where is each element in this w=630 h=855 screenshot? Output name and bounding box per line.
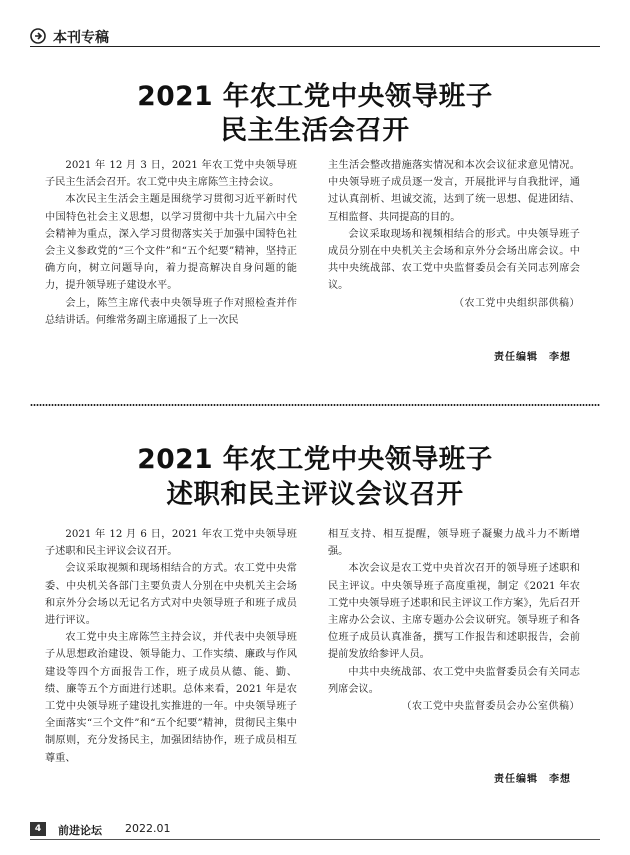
article2-title-line1: 2021 年农工党中央领导班子 — [137, 444, 493, 475]
article1-paragraph: 会上，陈竺主席代表中央领导班子作对照检查并作总结讲话。何维常务副主席通报了上一次民 — [45, 297, 297, 326]
page-footer — [30, 819, 600, 839]
article1-paragraph: 会议采取现场和视频相结合的形式。中央领导班子成员分别在中央机关主会场和京外分会场出席会议。中共中央统战部、农工党中央监督委员会有关同志列席会议。 — [328, 228, 580, 292]
article2-editor: 责任编辑 李想 — [494, 774, 571, 785]
article2-paragraph: 农工党中央主席陈竺主持会议，并代表中央领导班子从思想政治建设、领导能力、工作实绩、廉政与作风建设等四个方面报告工作，班子成员从德、能、勤、绩、廉等五个方面进行述职。总体来看，2021 年是农工党中央领导班子建设扎实推进的一年。中央领导班子全面落实“三个文件”和“五个纪要”精神，贯彻民主集中制原则，充分发扬民主，加强团结协作，班子成员相互尊重、 — [45, 632, 297, 764]
section-divider — [30, 404, 600, 406]
page-number: 4 — [30, 822, 46, 836]
article2-paragraph: 会议采取视频和现场相结合的方式。农工党中央常委、中央机关各部门主要负责人分别在中央机关主会场和京外分会场以无记名方式对中央领导班子和班子成员进行评议。 — [45, 563, 297, 627]
article2-title-line2: 述职和民主评议会议召开 — [166, 479, 464, 510]
article2-paragraph: 本次会议是农工党中央首次召开的领导班子述职和民主评议。中央领导班子高度重视，制定《2021 年农工党中央领导班子述职和民主评议工作方案》，先后召开主席办公会议、主席专题办公会议研究。领导班子和各位班子成员认真准备，撰写工作报告和述职报告，会前提前发放给参评人员。 — [328, 563, 580, 661]
article1-right-column — [328, 157, 580, 312]
article2-paragraph: 2021 年 12 月 6 日，2021 年农工党中央领导班子述职和民主评议会议召开。 — [45, 529, 297, 558]
article1-left-column — [45, 157, 297, 329]
article1-paragraph: 2021 年 12 月 3 日，2021 年农工党中央领导班子民主生活会召开。农工党中央主席陈竺主持会议。 — [45, 160, 297, 189]
article1-paragraph: 本次民主生活会主题是围绕学习贯彻习近平新时代中国特色社会主义思想，以学习贯彻中共十九届六中全会精神为重点，深入学习贯彻落实关于加强中国特色社会主义参政党的“三个文件”和“五个纪要”精神，坚持正确方向，树立问题导向，着力提高解决自身问题的能力，提升领导班子建设水平。 — [45, 194, 297, 292]
section-label: 本刊专稿 — [53, 30, 109, 46]
article1-editor: 责任编辑 李想 — [494, 352, 571, 363]
article1-paragraph: 主生活会整改措施落实情况和本次会议征求意见情况。中央领导班子成员逐一发言，开展批评与自我批评，通过认真剖析、坦诚交流，达到了统一思想、促进团结、互相监督、共同提高的目的。 — [328, 160, 580, 223]
issue-date: 2022.01 — [125, 822, 171, 835]
article1-title-line1: 2021 年农工党中央领导班子 — [137, 81, 493, 112]
magazine-name: 前进论坛 — [58, 824, 102, 837]
header-rule — [30, 46, 600, 47]
section-header — [30, 26, 600, 48]
article2-left-column — [45, 526, 297, 767]
circle-arrow-icon — [30, 28, 46, 44]
article2-paragraph: 相互支持、相互提醒，领导班子凝聚力战斗力不断增强。 — [328, 529, 580, 558]
article1-title-line2: 民主生活会召开 — [220, 115, 410, 146]
article2-paragraph: 中共中央统战部、农工党中央监督委员会有关同志列席会议。 — [328, 666, 580, 695]
article1-source: （农工党中央组织部供稿） — [454, 297, 580, 309]
footer-rule — [30, 839, 600, 840]
article2-source: （农工党中央监督委员会办公室供稿） — [401, 701, 580, 713]
article2-right-column — [328, 526, 580, 715]
